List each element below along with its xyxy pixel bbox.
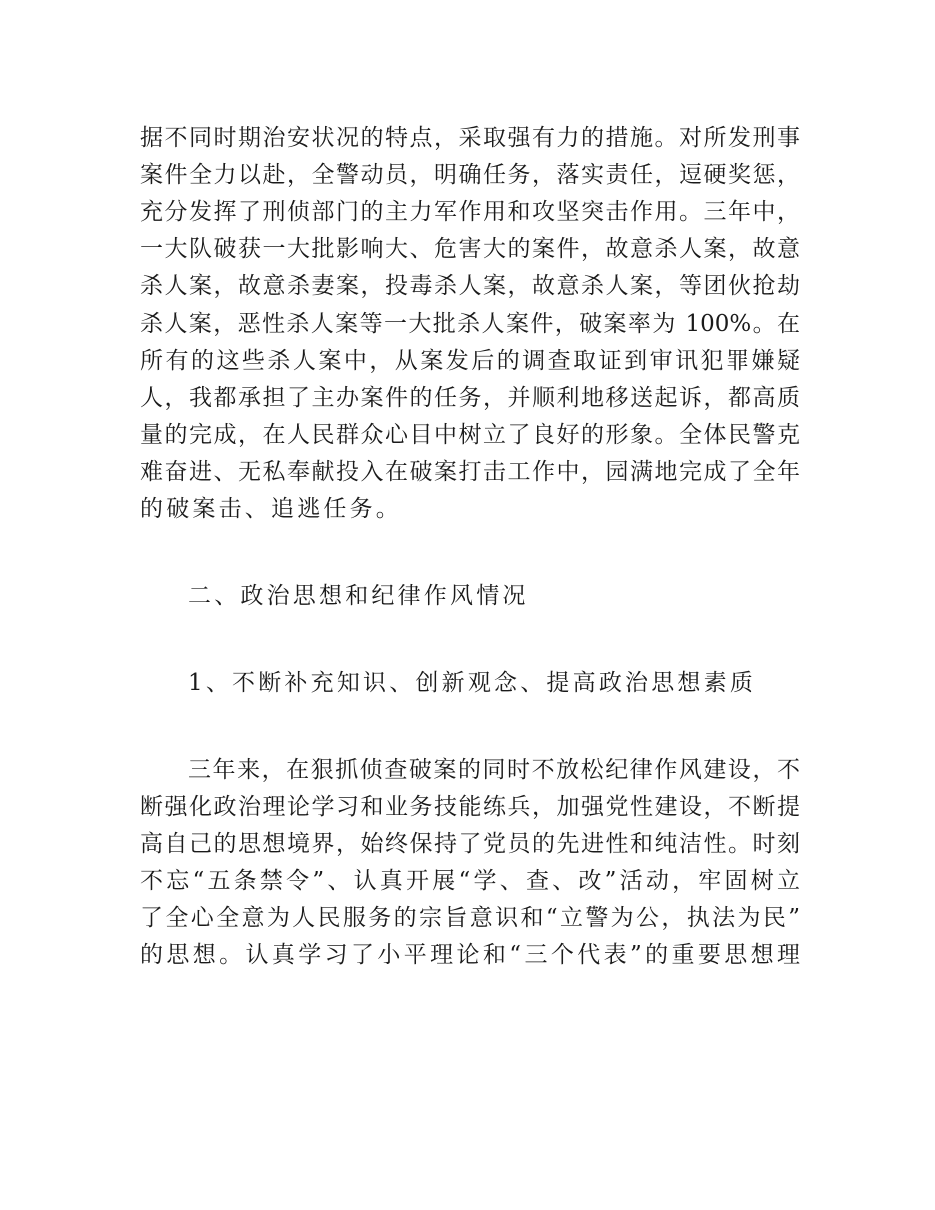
paragraph-2-line-1: 三年来，在狠抓侦查破案的同时不放松纪律作风建设，不 — [188, 757, 800, 783]
paragraph-1-line-11: 的破案击、追逃任务。 — [140, 496, 402, 522]
paragraph-2-line-5: 了全心全意为人民服务的宗旨意识和“立警为公，执法为民” — [140, 905, 800, 931]
paragraph-1-line-9: 量的完成，在人民群众心目中树立了良好的形象。全体民警克 — [140, 422, 800, 448]
paragraph-1-line-5: 杀人案，故意杀妻案，投毒杀人案，故意杀人案，等团伙抢劫 — [140, 273, 800, 299]
subsection-heading: 1、不断补充知识、创新观念、提高政治思想素质 — [188, 670, 757, 696]
paragraph-2-line-6: 的思想。认真学习了小平理论和“三个代表”的重要思想理 — [140, 942, 800, 968]
paragraph-1-line-1: 据不同时期治安状况的特点，采取强有力的措施。对所发刑事 — [140, 125, 800, 151]
paragraph-2-line-2: 断强化政治理论学习和业务技能练兵，加强党性建设，不断提 — [140, 794, 800, 820]
paragraph-2-line-3: 高自己的思想境界，始终保持了党员的先进性和纯洁性。时刻 — [140, 831, 800, 857]
paragraph-1-line-10: 难奋进、无私奉献投入在破案打击工作中，园满地完成了全年 — [140, 459, 800, 485]
paragraph-1-line-2: 案件全力以赴，全警动员，明确任务，落实责任，逗硬奖惩， — [140, 162, 800, 188]
paragraph-1-line-6: 杀人案，恶性杀人案等一大批杀人案件，破案率为 100%。在 — [140, 311, 800, 337]
paragraph-1-line-7: 所有的这些杀人案中，从案发后的调查取证到审讯犯罪嫌疑 — [140, 348, 800, 374]
paragraph-1-line-8: 人，我都承担了主办案件的任务，并顺利地移送起诉，都高质 — [140, 385, 800, 411]
paragraph-2-line-4: 不忘“五条禁令”、认真开展“学、查、改”活动，牢固树立 — [140, 868, 800, 894]
section-heading: 二、政治思想和纪律作风情况 — [188, 583, 529, 609]
paragraph-1-line-3: 充分发挥了刑侦部门的主力军作用和攻坚突击作用。三年中， — [140, 199, 800, 225]
paragraph-1-line-4: 一大队破获一大批影响大、危害大的案件，故意杀人案，故意 — [140, 236, 800, 262]
